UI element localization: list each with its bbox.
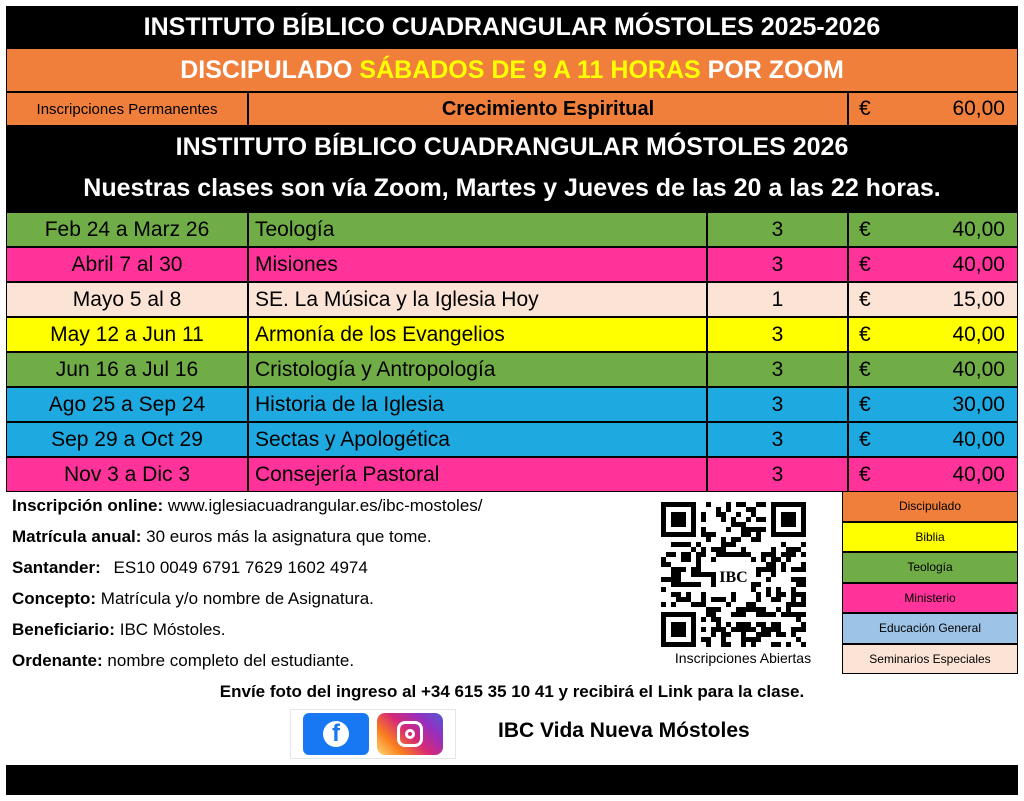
concepto-value: Matrícula y/o nombre de Asignatura. [100, 589, 374, 608]
course-row [6, 387, 1018, 422]
course-credits: 3 [707, 352, 848, 387]
course-name: Armonía de los Evangelios [248, 317, 707, 352]
inscripcion-url[interactable]: www.iglesiacuadrangular.es/ibc-mostoles/ [167, 496, 483, 515]
course-price: 30,00 [952, 392, 1005, 416]
course-price-cell [848, 247, 1018, 282]
social-icons [290, 709, 456, 759]
info-santander [12, 558, 368, 578]
legend-item: Discipulado [842, 491, 1018, 522]
currency-symbol: € [859, 427, 871, 451]
instagram-icon[interactable] [377, 713, 443, 755]
course-price-cell [848, 387, 1018, 422]
currency-symbol: € [859, 97, 871, 120]
discipulado-schedule: SÁBADOS DE 9 A 11 HORAS [359, 56, 701, 84]
course-price-cell [848, 212, 1018, 247]
course-name: Consejería Pastoral [248, 457, 707, 492]
info-beneficiario [12, 620, 226, 640]
course-row [6, 282, 1018, 317]
course-credits: 3 [707, 212, 848, 247]
info-ordenante [12, 651, 354, 671]
discipulado-label: DISCIPULADO [180, 56, 353, 84]
course-row [6, 212, 1018, 247]
crecimiento-price-cell [848, 92, 1018, 126]
course-dates: Nov 3 a Dic 3 [6, 457, 248, 492]
course-dates: Feb 24 a Marz 26 [6, 212, 248, 247]
matricula-label: Matrícula anual: [12, 527, 142, 546]
currency-symbol: € [859, 462, 871, 486]
matricula-value: 30 euros más la asignatura que tome. [146, 527, 432, 546]
course-credits: 1 [707, 282, 848, 317]
legend-item: Teología [842, 552, 1018, 583]
whatsapp-note: Envíe foto del ingreso al +34 615 35 10 41 y recibirá el Link para la clase. [219, 682, 805, 701]
course-price: 40,00 [952, 462, 1005, 486]
course-price-cell [848, 282, 1018, 317]
legend-item: Seminarios Especiales [842, 644, 1018, 675]
currency-symbol: € [859, 217, 871, 241]
info-concepto [12, 589, 374, 609]
course-name: Historia de la Iglesia [248, 387, 707, 422]
course-price-cell [848, 317, 1018, 352]
info-matricula [12, 527, 432, 547]
course-credits: 3 [707, 422, 848, 457]
course-price: 40,00 [952, 357, 1005, 381]
title-2025: INSTITUTO BÍBLICO CUADRANGULAR MÓSTOLES 2025-2026 [6, 6, 1018, 48]
courses-table [6, 212, 1018, 492]
inscripciones-permanentes: Inscripciones Permanentes [6, 92, 248, 126]
bottom-bar [6, 765, 1018, 795]
legend [842, 491, 1018, 674]
title-2026-block [6, 126, 1018, 212]
course-dates: May 12 a Jun 11 [6, 317, 248, 352]
footer [6, 679, 1018, 765]
crecimiento-row [6, 92, 1018, 126]
course-row [6, 422, 1018, 457]
course-price: 40,00 [952, 322, 1005, 346]
course-credits: 3 [707, 457, 848, 492]
course-dates: Sep 29 a Oct 29 [6, 422, 248, 457]
legend-item: Educación General [842, 613, 1018, 644]
course-price: 15,00 [952, 287, 1005, 311]
qr-code-image [656, 502, 816, 647]
beneficiario-label: Beneficiario: [12, 620, 115, 639]
church-name: IBC Vida Nueva Móstoles [498, 719, 750, 742]
info-inscripcion [12, 496, 483, 516]
schedule-note: Nuestras clases son vía Zoom, Martes y Jueves de las 20 a las 22 horas. [83, 174, 941, 202]
ordenante-value: nombre completo del estudiante. [107, 651, 355, 670]
course-row [6, 352, 1018, 387]
currency-symbol: € [859, 357, 871, 381]
ordenante-label: Ordenante: [12, 651, 103, 670]
course-dates: Abril 7 al 30 [6, 247, 248, 282]
facebook-icon[interactable]: f [303, 713, 369, 755]
inscripcion-label: Inscripción online: [12, 496, 164, 515]
course-dates: Jun 16 a Jul 16 [6, 352, 248, 387]
course-name: Cristología y Antropología [248, 352, 707, 387]
santander-label: Santander: [12, 558, 101, 577]
currency-symbol: € [859, 252, 871, 276]
course-dates: Mayo 5 al 8 [6, 282, 248, 317]
course-price: 40,00 [952, 217, 1005, 241]
qr-logo-text: IBC [719, 569, 748, 586]
crecimiento-course: Crecimiento Espiritual [248, 92, 848, 126]
crecimiento-price: 60,00 [952, 97, 1005, 120]
course-price-cell [848, 352, 1018, 387]
qr-code[interactable] [656, 502, 816, 647]
course-price-cell [848, 457, 1018, 492]
course-name: Teología [248, 212, 707, 247]
discipulado-zoom: POR ZOOM [707, 56, 844, 84]
discipulado-banner [6, 48, 1018, 92]
course-name: SE. La Música y la Iglesia Hoy [248, 282, 707, 317]
legend-item: Biblia [842, 522, 1018, 553]
course-credits: 3 [707, 247, 848, 282]
course-dates: Ago 25 a Sep 24 [6, 387, 248, 422]
course-name: Misiones [248, 247, 707, 282]
concepto-label: Concepto: [12, 589, 97, 608]
beneficiario-value: IBC Móstoles. [119, 620, 226, 639]
course-credits: 3 [707, 317, 848, 352]
course-price: 40,00 [952, 252, 1005, 276]
course-price-cell [848, 422, 1018, 457]
qr-caption: Inscripciones Abiertas [674, 650, 812, 666]
currency-symbol: € [859, 392, 871, 416]
title-2026: INSTITUTO BÍBLICO CUADRANGULAR MÓSTOLES 2026 [175, 133, 849, 161]
course-row [6, 317, 1018, 352]
course-row [6, 457, 1018, 492]
santander-iban: ES10 0049 6791 7629 1602 4974 [113, 558, 368, 577]
course-name: Sectas y Apologética [248, 422, 707, 457]
course-price: 40,00 [952, 427, 1005, 451]
currency-symbol: € [859, 322, 871, 346]
course-row [6, 247, 1018, 282]
course-credits: 3 [707, 387, 848, 422]
legend-item: Ministerio [842, 583, 1018, 614]
currency-symbol: € [859, 287, 871, 311]
